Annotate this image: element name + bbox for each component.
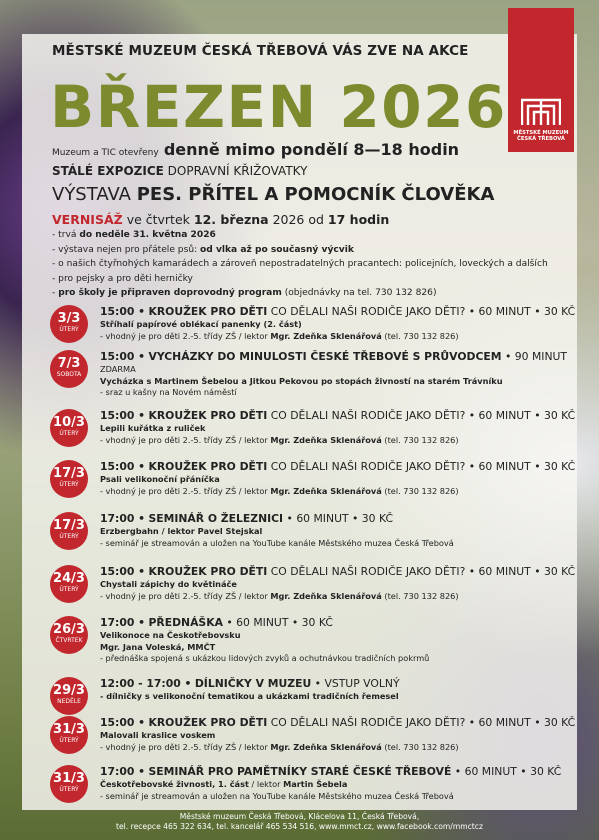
- event-time: 12:00 - 17:00 •: [100, 677, 192, 690]
- exhibition-name: PES. PŘÍTEL A POMOCNÍK ČLOVĚKA: [136, 184, 495, 205]
- event-info: CO DĚLALI NAŠI RODIČE JAKO DĚTI? • 60 MINUT • 30 KČ: [270, 565, 576, 578]
- event-title: KROUŽEK PRO DĚTI: [148, 409, 268, 422]
- subtitle-text: Českotřebovské živnosti, 1. část: [100, 779, 249, 789]
- stale-name: DOPRAVNÍ KŘIŽOVATKY: [167, 164, 308, 178]
- badge-weekday: ÚTERÝ: [59, 533, 79, 540]
- vernissage-date: 12. března: [193, 212, 269, 227]
- month-title: BŘEZEN 2026: [50, 73, 507, 141]
- lecturer: Mgr. Zdeňka Sklenářová: [270, 741, 382, 752]
- event-title: KROUŽEK PRO DĚTI: [148, 716, 268, 729]
- event-subtitle: Lepili kuřátka z ruliček: [100, 423, 206, 433]
- event-subtitle: Psali velikonoční přáníčka: [100, 474, 220, 484]
- badge-day: 24/3: [53, 571, 85, 586]
- event-title: SEMINÁŘ O ŽELEZNICI: [148, 512, 284, 525]
- badge-weekday: ČTVRTEK: [55, 637, 83, 644]
- badge-weekday: ÚTERÝ: [59, 326, 79, 333]
- badge-weekday: NEDĚLE: [57, 698, 81, 705]
- detail-bold: do neděle 31. května 2026: [79, 230, 216, 240]
- event-subtitle: Vycházka s Martinem Šebelou a Jitkou Pekovou po stopách živností na starém Trávníku: [100, 375, 503, 386]
- event-heading: [100, 765, 570, 779]
- event-note: - přednáška spojená s ukázkou lidových zvyků a ochutnávkou tradičních pokrmů: [100, 653, 430, 663]
- detail-text: - pro pejsky a pro děti herničky: [52, 273, 193, 284]
- event-title: KROUŽEK PRO DĚTI: [148, 460, 268, 473]
- event-info: • 60 MINUT • 30 KČ: [286, 512, 393, 525]
- event-subtitle: [100, 779, 570, 791]
- note-text: - vhodný je pro děti 2.-5. třídy ZŠ / lektor: [100, 434, 271, 445]
- event-note: - sraz u kašny na Novém náměstí: [100, 387, 237, 397]
- badge-weekday: ÚTERÝ: [59, 786, 79, 793]
- vernissage-t2: 2026 od: [272, 212, 324, 227]
- date-badge: [50, 305, 88, 343]
- detail-text: - trvá: [52, 230, 80, 240]
- date-badge: [50, 565, 88, 603]
- date-badge: [50, 765, 88, 803]
- note-phone: (tel. 730 132 826): [381, 434, 459, 445]
- event-info: • 60 MINUT • 30 KČ: [226, 616, 333, 629]
- lecturer: Mgr. Zdeňka Sklenářová: [270, 485, 382, 496]
- event-heading: [100, 677, 570, 691]
- event-price: ZDARMA: [100, 364, 136, 374]
- museum-logo-ribbon: [508, 8, 574, 152]
- date-badge: [50, 677, 88, 715]
- event-subtitle: Stříhalí papírové oblékací panenky (2. část): [100, 319, 302, 329]
- detail-text: -: [52, 288, 59, 298]
- event-note: [100, 435, 570, 447]
- badge-day: 26/3: [53, 622, 85, 637]
- detail-line: [52, 272, 548, 287]
- badge-day: 31/3: [53, 771, 85, 786]
- note-text: - vhodný je pro děti 2.-5. třídy ZŠ / lektor: [100, 590, 271, 601]
- event-lecturer: Mgr. Jana Voleská, MMČT: [100, 641, 216, 652]
- badge-day: 29/3: [53, 683, 85, 698]
- date-badge: [50, 409, 88, 447]
- event-title: SEMINÁŘ PRO PAMĚTNÍKY STARÉ ČESKÉ TŘEBOVÉ: [148, 765, 452, 778]
- event-time: 17:00 •: [100, 512, 146, 525]
- detail-text: - o našich čtyřnohých kamarádech a zároveň nepostradatelných pracantech: policejních, loveckých a dalších: [52, 259, 548, 269]
- note-text: - vhodný je pro děti 2.-5. třídy ZŠ / lektor: [100, 330, 271, 341]
- lecturer-sep: / lektor: [248, 779, 284, 789]
- event-info: CO DĚLALI NAŠI RODIČE JAKO DĚTI? • 60 MINUT • 30 KČ: [270, 409, 576, 422]
- vernissage-hour: 17 hodin: [327, 212, 390, 227]
- event-note: [100, 331, 570, 343]
- badge-weekday: ÚTERÝ: [59, 481, 79, 488]
- invite-heading: MĚSTSKÉ MUZEUM ČESKÁ TŘEBOVÁ VÁS ZVE NA AKCE: [52, 43, 469, 59]
- vernissage-t1: ve čtvrtek: [126, 212, 190, 227]
- note-phone: (tel. 730 132 826): [381, 330, 459, 341]
- badge-day: 17/3: [53, 466, 85, 481]
- date-badge: [50, 616, 88, 654]
- detail-line: [52, 286, 548, 301]
- note-phone: (tel. 730 132 826): [381, 741, 459, 752]
- event-time: 15:00 •: [100, 565, 146, 578]
- badge-weekday: SOBOTA: [56, 371, 82, 378]
- event-time: 15:00 •: [100, 409, 146, 422]
- event-heading: [100, 305, 576, 319]
- event-time: 15:00 •: [100, 716, 146, 729]
- detail-bold: pro školy je připraven doprovodný program: [58, 288, 282, 298]
- lecturer: Mgr. Zdeňka Sklenářová: [270, 330, 382, 341]
- event-note: [100, 591, 570, 603]
- event-title: DÍLNIČKY V MUZEU: [194, 677, 312, 690]
- event-info: • 60 MINUT • 30 KČ: [454, 765, 562, 778]
- event-title: KROUŽEK PRO DĚTI: [148, 305, 268, 318]
- detail-line: [52, 257, 548, 272]
- event-time: 15:00 •: [100, 305, 146, 318]
- date-badge: [50, 716, 88, 754]
- detail-line: [52, 243, 548, 258]
- event-subtitle: Chystali zápichy do květináče: [100, 579, 237, 589]
- detail-bold: od vlka až po současný výcvik: [200, 244, 354, 255]
- event-title: PŘEDNÁŠKA: [148, 616, 223, 629]
- lecturer: Mgr. Zdeňka Sklenářová: [270, 590, 382, 601]
- event-heading: [100, 409, 576, 423]
- vernissage-line: [52, 212, 389, 227]
- event-time: 15:00 •: [100, 350, 146, 363]
- logo-line2: ČESKÁ TŘEBOVÁ: [517, 136, 565, 142]
- footer: [0, 812, 599, 832]
- event-heading: [100, 616, 570, 630]
- event-heading: [100, 565, 576, 579]
- lecturer: Mgr. Zdeňka Sklenářová: [270, 434, 382, 445]
- detail-line: [52, 228, 548, 243]
- event-title: KROUŽEK PRO DĚTI: [148, 565, 268, 578]
- date-badge: [50, 350, 88, 388]
- event-info: CO DĚLALI NAŠI RODIČE JAKO DĚTI? • 60 MINUT • 30 KČ: [270, 716, 576, 729]
- badge-day: 7/3: [57, 356, 81, 371]
- badge-day: 10/3: [53, 415, 85, 430]
- detail-text: - výstava nejen pro přátele psů:: [52, 244, 201, 255]
- event-note: [100, 742, 570, 754]
- permanent-exhibition: [52, 164, 307, 178]
- badge-day: 3/3: [57, 311, 81, 326]
- event-subtitle: Malovali kraslice voskem: [100, 730, 216, 740]
- event-note: [100, 486, 570, 498]
- event-note: - dílničky s velikonoční tematikou a ukázkami tradičních řemesel: [100, 691, 399, 701]
- event-time: 15:00 •: [100, 460, 146, 473]
- event-heading: [100, 460, 576, 474]
- footer-address: Městské muzeum Česká Třebová, Klácelova 11, Česká Třebová,: [179, 812, 420, 821]
- lecturer: Martin Šebela: [283, 779, 348, 789]
- date-badge: [50, 512, 88, 550]
- vernissage-label: VERNISÁŽ: [52, 212, 123, 227]
- event-heading: [100, 512, 570, 526]
- museum-logo-icon: [521, 96, 561, 126]
- event-heading: [100, 350, 570, 364]
- date-badge: [50, 460, 88, 498]
- opening-hours: [52, 140, 459, 159]
- event-subtitle: Erzbergbahn / lektor Pavel Stejskal: [100, 526, 263, 536]
- badge-weekday: ÚTERÝ: [59, 430, 79, 437]
- exhibition-details: [52, 228, 548, 301]
- event-note: - seminář je streamován a uložen na YouTube kanále Městského muzea Česká Třebová: [100, 790, 454, 801]
- exhibition-prefix: VÝSTAVA: [52, 184, 131, 205]
- badge-weekday: ÚTERÝ: [59, 586, 79, 593]
- event-info: CO DĚLALI NAŠI RODIČE JAKO DĚTI? • 60 MINUT • 30 KČ: [270, 305, 576, 318]
- badge-day: 17/3: [53, 518, 85, 533]
- event-info: • VSTUP VOLNÝ: [314, 677, 400, 690]
- event-heading: [100, 716, 576, 730]
- stale-label: STÁLÉ EXPOZICE: [52, 164, 164, 178]
- event-info: • 90 MINUT: [504, 350, 568, 363]
- note-phone: (tel. 730 132 826): [381, 485, 459, 496]
- note-phone: (tel. 730 132 826): [381, 590, 459, 601]
- event-subtitle: Velikonoce na Českotřebovsku: [100, 630, 241, 640]
- opening-prefix: Muzeum a TIC otevřeny: [52, 148, 159, 158]
- note-text: - vhodný je pro děti 2.-5. třídy ZŠ / lektor: [100, 485, 271, 496]
- note-text: - vhodný je pro děti 2.-5. třídy ZŠ / lektor: [100, 741, 271, 752]
- event-note: - seminář je streamován a uložen na YouTube kanále Městského muzea Česká Třebová: [100, 537, 454, 548]
- logo-text: [508, 130, 574, 142]
- event-title: VYCHÁZKY DO MINULOSTI ČESKÉ TŘEBOVÉ S PRŮVODCEM: [148, 350, 502, 363]
- badge-weekday: ÚTERÝ: [59, 737, 79, 744]
- opening-hours-text: denně mimo pondělí 8—18 hodin: [163, 140, 460, 159]
- logo-line1: MĚSTSKÉ MUZEUM: [513, 130, 569, 136]
- event-time: 17:00 •: [100, 765, 146, 778]
- event-info: CO DĚLALI NAŠI RODIČE JAKO DĚTI? • 60 MINUT • 30 KČ: [270, 460, 576, 473]
- detail-text: (objednávky na tel. 730 132 826): [281, 288, 437, 298]
- exhibition-heading: [52, 184, 494, 205]
- badge-day: 31/3: [53, 722, 85, 737]
- footer-contacts: tel. recepce 465 322 634, tel. kancelář 465 534 516, www.mmct.cz, www.facebook.com/mmctcz: [116, 822, 483, 831]
- event-time: 17:00 •: [100, 616, 146, 629]
